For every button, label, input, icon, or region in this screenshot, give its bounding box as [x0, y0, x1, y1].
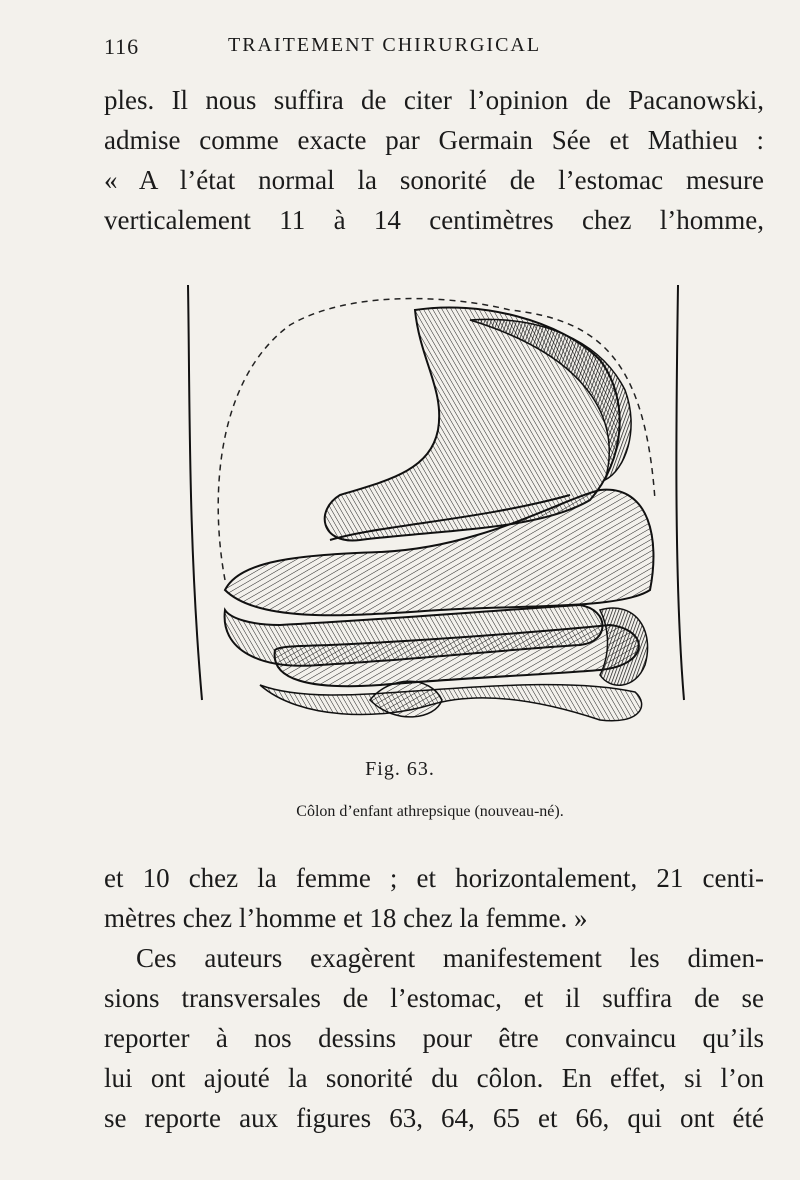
- text-line: sions transversales de l’estomac, et il suffira de se: [104, 983, 764, 1013]
- text-line: « A l’état normal la sonorité de l’estomac mesure: [104, 165, 764, 195]
- body-text-top: [104, 80, 764, 240]
- text-line: Ces auteurs exagèrent manifestement les dimen-: [136, 943, 764, 973]
- text-line: et 10 chez la femme ; et horizontalement, 21 centi-: [104, 863, 764, 893]
- running-head: [0, 34, 800, 64]
- figure-caption: Côlon d’enfant athrepsique (nouveau-né).: [296, 803, 564, 820]
- figure-label: Fig. 63.: [365, 758, 435, 780]
- text-line: reporter à nos dessins pour être convaincu qu’ils: [104, 1023, 764, 1053]
- text-line: ples. Il nous suffira de citer l’opinion de Pacanowski,: [104, 85, 764, 115]
- page-number: 116: [104, 34, 140, 59]
- text-line: verticalement 11 à 14 centimètres chez l’homme,: [104, 205, 764, 235]
- text-line: mètres chez l’homme et 18 chez la femme. »: [104, 903, 588, 933]
- anatomical-illustration: [180, 280, 690, 740]
- running-title: TRAITEMENT CHIRURGICAL: [228, 34, 542, 56]
- text-line: lui ont ajouté la sonorité du côlon. En effet, si l’on: [104, 1063, 764, 1093]
- text-line: se reporte aux figures 63, 64, 65 et 66, qui ont été: [104, 1103, 764, 1133]
- text-line: admise comme exacte par Germain Sée et Mathieu :: [104, 125, 764, 155]
- body-text-bottom: [104, 858, 764, 1138]
